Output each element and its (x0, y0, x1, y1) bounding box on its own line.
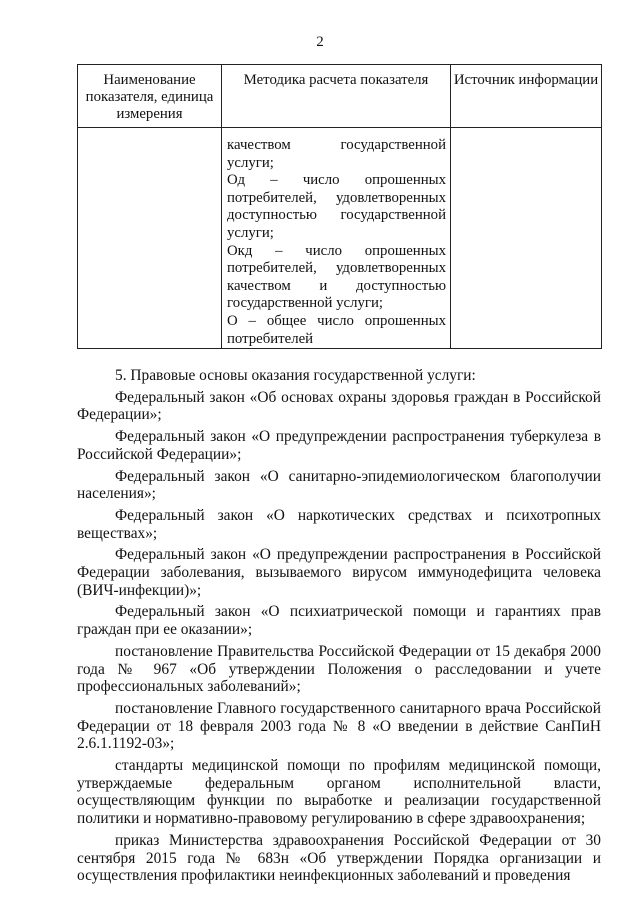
method-line: потребителей, удовлетворенных (227, 260, 446, 277)
header-indicator-name: Наименование показателя, единица измерения (78, 65, 222, 128)
method-line: услуги; (227, 154, 274, 171)
legal-basis-section (77, 367, 601, 885)
legal-item: постановление Главного государственного санитарного врача Российской Федерации от 18 февраля 2003 года № 8 «О введении в действие СанПиН 2.6.1.1192-03»; (77, 699, 601, 753)
table-header-row (78, 65, 602, 128)
legal-item: Федеральный закон «О предупреждении распространения в Российской Федерации заболевания, вызываемого вирусом иммунодефицита человека (ВИЧ-инфекции)»; (77, 546, 601, 599)
method-line: качеством государственной (227, 137, 446, 153)
method-line: доступностью государственной (227, 207, 446, 224)
method-line: потребителей, удовлетворенных (227, 189, 446, 206)
legal-item: Федеральный закон «О санитарно-эпидемиологическом благополучии населения»; (77, 467, 601, 503)
method-line: качеством и доступностью (227, 277, 446, 294)
legal-item: Федеральный закон «О психиатрической помощи и гарантиях прав граждан при ее оказании»; (77, 603, 601, 639)
method-line: Од – число опрошенных (227, 172, 446, 189)
legal-item: Федеральный закон «О наркотических средствах и психотропных веществах»; (77, 506, 601, 542)
cell-indicator-name (78, 128, 222, 349)
legal-item: Федеральный закон «Об основах охраны здоровья граждан в Российской Федерации»; (77, 388, 601, 424)
header-source: Источник информации (451, 65, 602, 128)
legal-item: Федеральный закон «О предупреждении распространения туберкулеза в Российской Федерации»; (77, 428, 601, 463)
cell-source (451, 128, 602, 349)
section-title: 5. Правовые основы оказания государственной услуги: (115, 367, 476, 384)
method-line: услуги; (227, 224, 274, 241)
legal-item: постановление Правительства Российской Федерации от 15 декабря 2000 года № 967 «Об утверждении Положения о расследовании и учете профессиональных заболеваний»; (77, 642, 601, 696)
indicator-table (77, 64, 602, 349)
table-row (78, 128, 602, 349)
legal-item: приказ Министерства здравоохранения Российской Федерации от 30 сентября 2015 года № 683н «Об утверждении Порядка организации и осуществления профилактики неинфекционных заболеваний и проведения (77, 831, 601, 885)
method-line: потребителей (227, 330, 314, 347)
method-line: государственной услуги; (227, 295, 384, 312)
legal-item: стандарты медицинской помощи по профилям медицинской помощи, утверждаемые федеральным органом исполнительной власти, осуществляющим функции по выработке и реализации государственной политики и нормативно-правовому регулированию в сфере здравоохранения; (77, 757, 601, 828)
cell-method (222, 128, 451, 349)
page-number: 2 (316, 34, 324, 50)
method-line: О – общее число опрошенных (227, 312, 446, 329)
method-line: Окд – число опрошенных (227, 242, 446, 259)
header-method: Методика расчета показателя (222, 65, 451, 128)
